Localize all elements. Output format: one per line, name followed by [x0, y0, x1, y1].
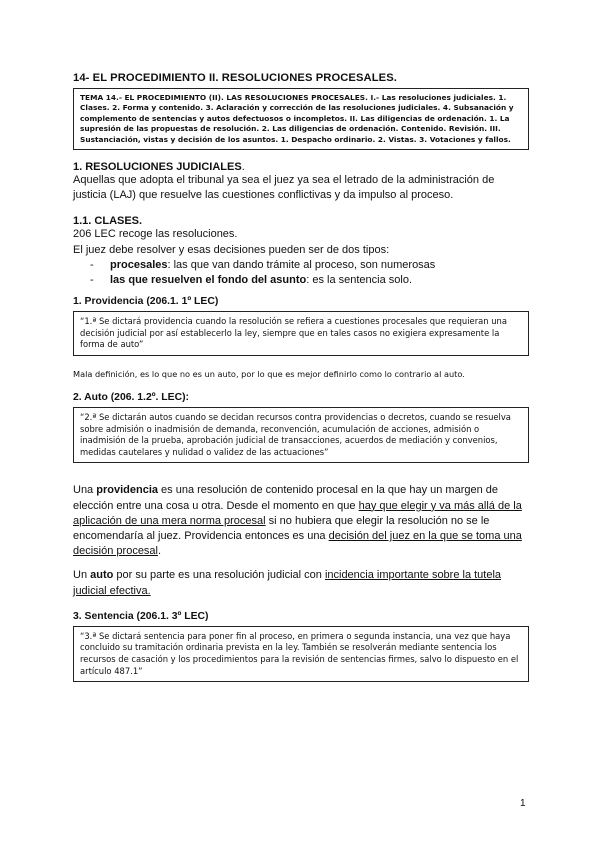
auto-quote: “2.ª Se dictarán autos cuando se decidan recursos contra providencias o decretos, cuando se resuelva sobre admisión o inadmisión de demanda, reconvención, acumulación de acciones, admisión o inadmisión de la prueba, aprobación judicial de transacciones, acuerdos de mediación y convenios, medidas cautelares y nulidad o validez de las actuaciones” — [80, 412, 511, 457]
document-title: 14- EL PROCEDIMIENTO II. RESOLUCIONES PROCESALES. — [73, 72, 398, 84]
text-run: . — [158, 545, 162, 558]
text-run: Una — [73, 484, 97, 497]
providencia-quote: “1.ª Se dictará providencia cuando la resolución se refiera a cuestiones procesales que requieran una decisión judicial por así establecerlo la ley, siempre que en tales casos no exigiera expresamente la forma de auto” — [80, 316, 507, 350]
underlined-text: incidencia importante sobre la tutela judicial efectiva. — [73, 569, 502, 597]
tipos-list — [73, 258, 529, 288]
dash-bullet: - — [90, 274, 94, 287]
heading-text: 1. RESOLUCIONES JUDICIALES — [73, 161, 242, 174]
list-item — [90, 258, 529, 273]
list-item — [90, 273, 529, 288]
sentencia-quote: “3.ª Se dictará sentencia para poner fin al proceso, en primera o segunda instancia, una vez que haya concluido su tramitación ordinaria prevista en la ley. También se resolverán mediante sentencia los recursos de casación y los procedimientos para la revisión de sentencias firmes, salvo lo dispuesto en el artículo 487.1” — [80, 630, 519, 676]
providencia-explanation — [73, 483, 529, 559]
dash-bullet: - — [90, 258, 94, 271]
providencia-note: Mala definición, es lo que no es un auto, por lo que es mejor definirlo como lo contrario al auto. — [73, 369, 465, 380]
sentencia-heading: 3. Sentencia (206.1. 3º LEC) — [73, 610, 209, 622]
clases-line-2: El juez debe resolver y esas decisiones pueden ser de dos tipos: — [73, 243, 390, 256]
underlined-text: decisión del juez en la que se toma una decisión procesal — [73, 530, 522, 558]
document-page — [73, 60, 529, 682]
section-heading-clases: 1.1. CLASES. — [73, 215, 143, 228]
page-number: 1 — [520, 798, 526, 809]
toc-box — [73, 88, 529, 150]
providencia-heading: 1. Providencia (206.1. 1º LEC) — [73, 296, 219, 308]
clases-line-1: 206 LEC recoge las resoluciones. — [73, 228, 238, 241]
text-run: por su parte es una resolución judicial con — [113, 569, 325, 582]
definition-paragraph: Aquellas que adopta el tribunal ya sea el juez ya sea el letrado de la administración de justicia (LAJ) que resuelve las cuestiones conflictivas y da impulso al proceso. — [73, 174, 495, 202]
heading-colon: : — [185, 392, 190, 404]
auto-explanation — [73, 568, 529, 598]
text-run: es una resolución de contenido procesal en la que hay un margen de elección entre una cosa u otra. Desde el momento en que — [73, 484, 499, 512]
term-auto: auto — [90, 569, 114, 582]
underlined-text: hay que elegir y va más allá de la aplicación de una mera norma procesal — [73, 499, 522, 527]
item-term: las que resuelven el fondo del asunto — [110, 274, 307, 287]
heading-text: 2. Auto (206. 1.2º. LEC) — [73, 392, 186, 404]
auto-quote-box — [73, 407, 529, 463]
section-heading-resoluciones — [73, 161, 529, 173]
heading-period: . — [241, 161, 245, 174]
toc-text: TEMA 14.- EL PROCEDIMIENTO (II). LAS RESOLUCIONES PROCESALES. I.- Las resoluciones judiciales. 1. Clases. 2. Forma y contenido. 3. Aclaración y corrección de las resoluciones judiciales. 4. Subsanación y complemento de sentencias y autos defectuosos o incompletos. II. Las diligencias de ordenación. 1. La supresión de las propuestas de resolución. 2. Las diligencias de ordenación. Contenido. Revisión. III. Sustanciación, vistas y decisión de los asuntos. 1. Despacho ordinario. 2. Vistas. 3. Votaciones y fallos. — [80, 93, 514, 144]
text-run: Un — [73, 569, 91, 582]
term-providencia: providencia — [96, 484, 158, 497]
providencia-quote-box — [73, 311, 529, 356]
item-desc: : es la sentencia solo. — [306, 274, 413, 287]
item-desc: : las que van dando trámite al proceso, son numerosas — [167, 258, 436, 271]
auto-heading — [73, 392, 529, 403]
text-run: si no hubiera que elegir la resolución no se le encomendaría al juez. Providencia entonces es una — [73, 514, 490, 543]
item-term: procesales — [110, 258, 168, 271]
sentencia-quote-box — [73, 626, 529, 682]
